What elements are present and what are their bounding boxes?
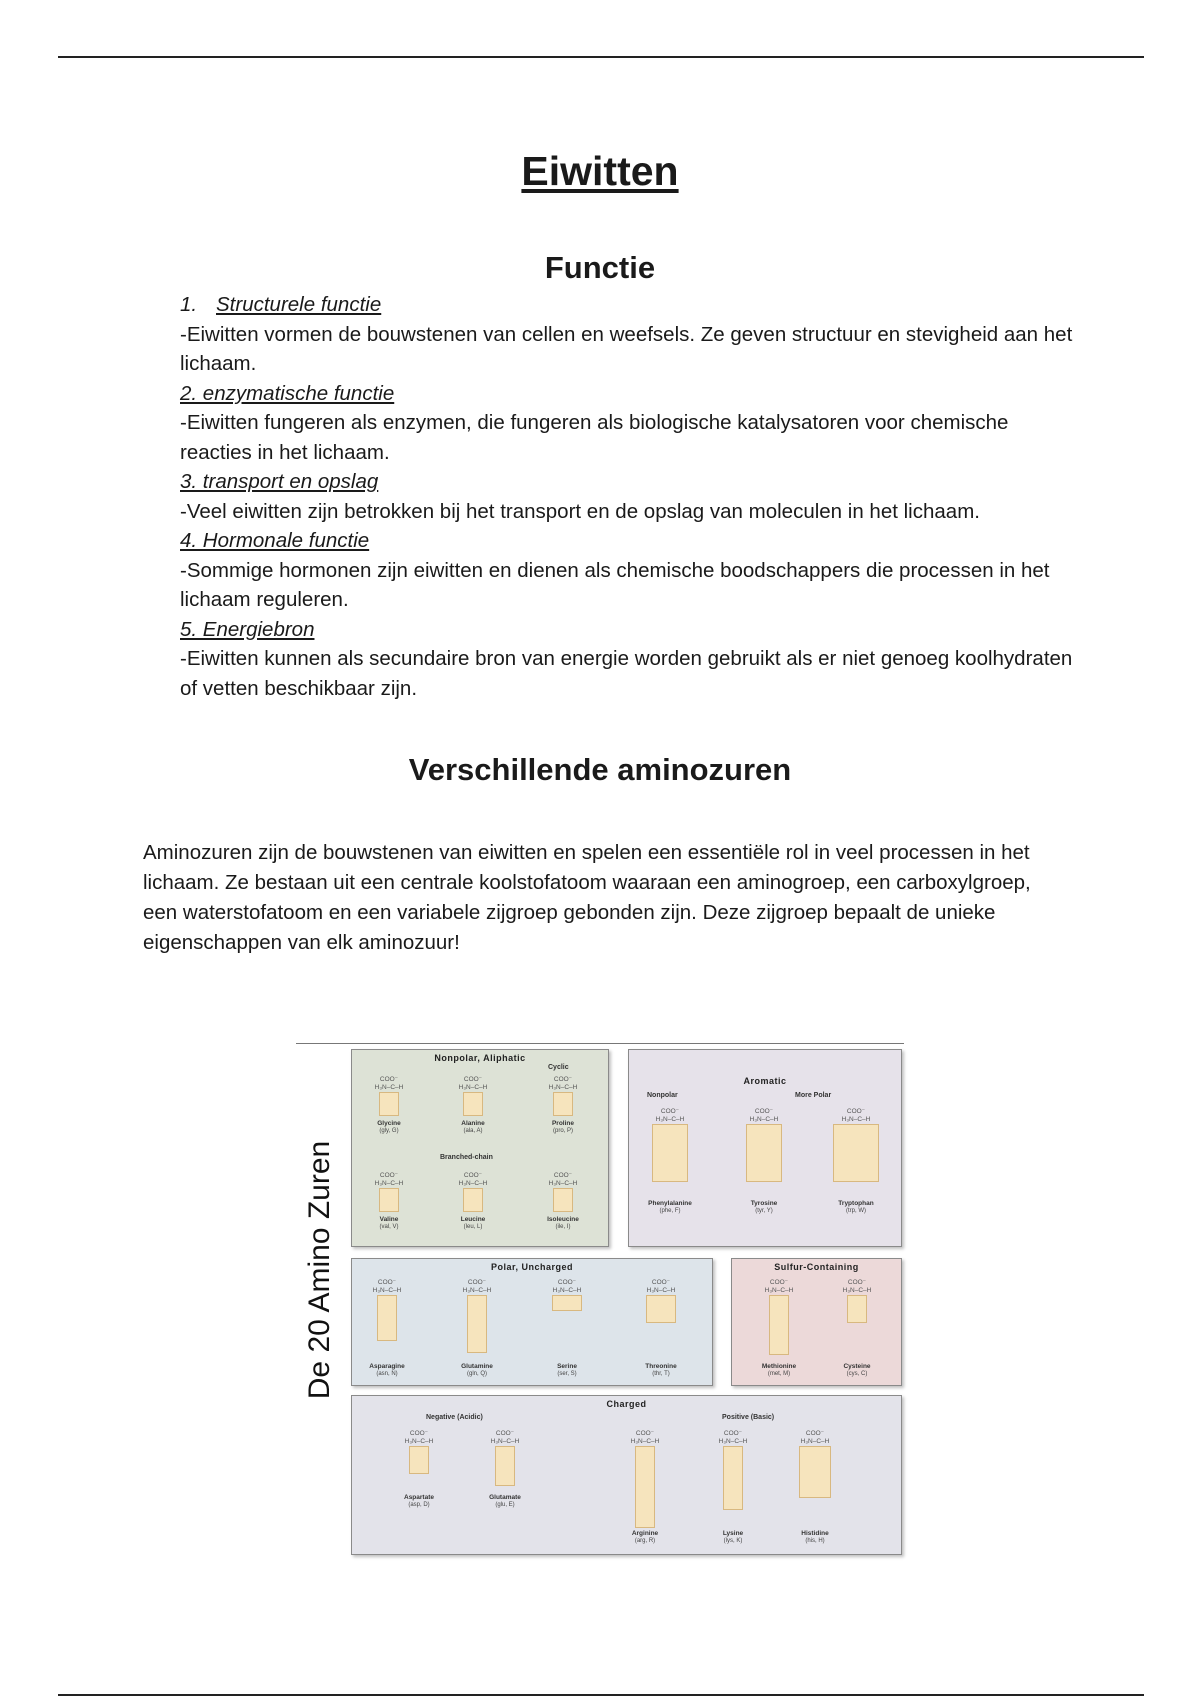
- amino-acid-name: Glycine: [377, 1120, 401, 1127]
- subheading-nonpolar: Nonpolar: [647, 1092, 678, 1099]
- panel-polar-uncharged: [351, 1258, 713, 1386]
- figure-side-label: De 20 Amino Zuren: [303, 1140, 336, 1400]
- panel-title: Nonpolar, Aliphatic: [434, 1053, 526, 1063]
- panel-charged: [351, 1395, 902, 1555]
- amino-acid-code: (arg, R): [634, 1538, 656, 1544]
- amino-acid-lysine: [702, 1426, 764, 1545]
- amino-acid-code: (asn, N): [376, 1371, 398, 1377]
- side-chain: [463, 1188, 483, 1212]
- panel-title: Polar, Uncharged: [490, 1262, 574, 1272]
- amino-acid-name: Glutamate: [489, 1494, 521, 1501]
- molecule-structure: [356, 1275, 418, 1363]
- amino-acid-name: Tyrosine: [750, 1200, 778, 1207]
- panel-title: Sulfur-Containing: [774, 1262, 859, 1272]
- amino-acid-arginine: [614, 1426, 676, 1545]
- panel-title: Charged: [606, 1399, 647, 1409]
- amino-acid-asparagine: [356, 1275, 418, 1378]
- molecule-structure: [532, 1168, 594, 1216]
- backbone: COO⁻ H₃N–C–H: [764, 1279, 794, 1294]
- amino-acid-glycine: [358, 1072, 420, 1135]
- amino-acid-name: Histidine: [801, 1530, 829, 1537]
- amino-acid-code: (phe, F): [659, 1208, 681, 1214]
- molecule-structure: [532, 1072, 594, 1120]
- function-text-5: -Eiwitten kunnen als secundaire bron van energie worden gebruikt als er niet genoeg koolhydraten of vetten beschikbaar zijn.: [180, 647, 1073, 700]
- function-heading-4: 4. Hormonale functie: [180, 529, 370, 552]
- side-chain: [723, 1446, 743, 1510]
- amino-acid-code: (ser, S): [557, 1371, 577, 1377]
- side-chain: [552, 1295, 582, 1311]
- amino-acid-code: (asp, D): [408, 1502, 430, 1508]
- amino-acid-aspartate: [388, 1426, 450, 1509]
- subheading-positive-basic: Positive (Basic): [722, 1414, 775, 1421]
- amino-acid-tyrosine: [733, 1104, 795, 1215]
- footer-rule: [58, 1694, 1144, 1696]
- aminozuren-intro: Aminozuren zijn de bouwstenen van eiwitten en spelen een essentiële rol in veel processen in het lichaam. Ze bestaan uit een centrale koolstofatoom waaraan een aminogroep, een carboxylgroep, een waterstofatoom en een variabele zijgroep gebonden zijn. Deze zijgroep bepaalt de unieke eigenschappen van elk aminozuur!: [143, 841, 1031, 954]
- side-chain: [799, 1446, 831, 1498]
- amino-acid-code: (lys, K): [723, 1538, 743, 1544]
- backbone: COO⁻ H₃N–C–H: [490, 1430, 520, 1445]
- amino-acid-name: Aspartate: [404, 1494, 434, 1501]
- amino-acid-code: (tyr, Y): [755, 1208, 773, 1214]
- amino-acid-name: Arginine: [631, 1530, 659, 1537]
- backbone: COO⁻ H₃N–C–H: [630, 1430, 660, 1445]
- backbone: COO⁻ H₃N–C–H: [374, 1076, 404, 1091]
- backbone: COO⁻ H₃N–C–H: [718, 1430, 748, 1445]
- side-chain: [746, 1124, 782, 1182]
- side-chain: [377, 1295, 397, 1341]
- backbone: COO⁻ H₃N–C–H: [374, 1172, 404, 1187]
- amino-acid-code: (met, M): [767, 1371, 791, 1377]
- molecule-structure: [825, 1104, 887, 1200]
- amino-acid-code: (his, H): [805, 1538, 825, 1544]
- backbone: COO⁻ H₃N–C–H: [458, 1076, 488, 1091]
- amino-acid-code: (gln, Q): [466, 1371, 487, 1377]
- molecule-structure: [826, 1275, 888, 1363]
- subheading-more-polar: More Polar: [795, 1092, 832, 1099]
- function-title-1: Structurele functie: [216, 293, 382, 316]
- amino-acid-name: Valine: [379, 1216, 399, 1223]
- side-chain: [409, 1446, 429, 1474]
- side-chain: [769, 1295, 789, 1355]
- amino-acid-name: Proline: [551, 1120, 575, 1127]
- amino-acid-code: (leu, L): [463, 1224, 483, 1230]
- molecule-structure: [702, 1426, 764, 1530]
- amino-acid-code: (gly, G): [379, 1128, 399, 1134]
- amino-acid-phenylalanine: [639, 1104, 701, 1215]
- amino-acid-valine: [358, 1168, 420, 1231]
- panel-sulfur-containing: [731, 1258, 902, 1386]
- amino-acid-name: Tryptophan: [838, 1200, 874, 1207]
- amino-acid-methionine: [748, 1275, 810, 1378]
- function-heading-3: 3. transport en opslag: [180, 470, 379, 493]
- amino-acid-isoleucine: [532, 1168, 594, 1231]
- molecule-structure: [733, 1104, 795, 1200]
- side-chain: [833, 1124, 879, 1182]
- molecule-structure: [358, 1168, 420, 1216]
- backbone: COO⁻ H₃N–C–H: [841, 1108, 871, 1123]
- function-heading-2: 2. enzymatische functie: [180, 381, 395, 405]
- amino-acid-code: (glu, E): [495, 1502, 515, 1508]
- side-chain: [379, 1188, 399, 1212]
- molecule-structure: [474, 1426, 536, 1494]
- molecule-structure: [748, 1275, 810, 1363]
- amino-acid-code: (ile, I): [555, 1224, 571, 1230]
- amino-acid-code: (thr, T): [652, 1371, 670, 1377]
- amino-acid-name: Phenylalanine: [648, 1200, 692, 1207]
- molecule-structure: [446, 1275, 508, 1363]
- backbone: COO⁻ H₃N–C–H: [646, 1279, 676, 1294]
- amino-acid-name: Lysine: [722, 1530, 744, 1537]
- amino-acid-name: Glutamine: [461, 1363, 493, 1370]
- backbone: COO⁻ H₃N–C–H: [458, 1172, 488, 1187]
- backbone: COO⁻ H₃N–C–H: [548, 1076, 578, 1091]
- amino-acid-threonine: [630, 1275, 692, 1378]
- side-chain: [652, 1124, 688, 1182]
- amino-acid-name: Isoleucine: [547, 1216, 579, 1223]
- amino-acid-leucine: [442, 1168, 504, 1231]
- function-text-1: -Eiwitten vormen de bouwstenen van cellen en weefsels. Ze geven structuur en stevigheid aan het lichaam.: [180, 322, 1073, 375]
- amino-acid-name: Methionine: [761, 1363, 797, 1370]
- subheading-cyclic: Cyclic: [548, 1064, 569, 1071]
- function-text-4: -Sommige hormonen zijn eiwitten en dienen als chemische boodschappers die processen in het lichaam reguleren.: [180, 558, 1050, 611]
- amino-acid-code: (cys, C): [846, 1371, 868, 1377]
- backbone: COO⁻ H₃N–C–H: [548, 1172, 578, 1187]
- amino-acid-histidine: [784, 1426, 846, 1545]
- panel-aromatic: [628, 1049, 902, 1247]
- section-heading-functie: Functie: [544, 250, 656, 285]
- amino-acid-name: Alanine: [461, 1120, 485, 1127]
- header-rule: [58, 56, 1144, 58]
- panel-nonpolar-aliphatic: [351, 1049, 609, 1247]
- side-chain: [635, 1446, 655, 1528]
- subheading-branched-chain: Branched-chain: [440, 1154, 493, 1161]
- backbone: COO⁻ H₃N–C–H: [462, 1279, 492, 1294]
- section-heading-aminozuren: Verschillende aminozuren: [408, 752, 792, 787]
- molecule-structure: [784, 1426, 846, 1530]
- molecule-structure: [630, 1275, 692, 1363]
- molecule-structure: [442, 1168, 504, 1216]
- function-text-2: -Eiwitten fungeren als enzymen, die fungeren als biologische katalysatoren voor chemische reacties in het lichaam.: [180, 411, 1009, 464]
- amino-acid-alanine: [442, 1072, 504, 1135]
- amino-acid-name: Asparagine: [369, 1363, 405, 1370]
- amino-acid-tryptophan: [825, 1104, 887, 1215]
- molecule-structure: [614, 1426, 676, 1530]
- function-list: [180, 290, 1080, 703]
- side-chain: [463, 1092, 483, 1116]
- backbone: COO⁻ H₃N–C–H: [842, 1279, 872, 1294]
- amino-acid-code: (ala, A): [463, 1128, 483, 1134]
- amino-acid-serine: [536, 1275, 598, 1378]
- side-chain: [495, 1446, 515, 1486]
- backbone: COO⁻ H₃N–C–H: [749, 1108, 779, 1123]
- subheading-negative-acidic: Negative (Acidic): [426, 1414, 483, 1421]
- amino-acid-code: (trp, W): [846, 1208, 866, 1214]
- page-title: Eiwitten: [521, 148, 679, 194]
- backbone: COO⁻ H₃N–C–H: [372, 1279, 402, 1294]
- function-text-3: -Veel eiwitten zijn betrokken bij het transport en de opslag van moleculen in het lichaam.: [180, 499, 980, 523]
- molecule-structure: [358, 1072, 420, 1120]
- amino-acid-proline: [532, 1072, 594, 1135]
- panel-title: Aromatic: [743, 1076, 787, 1086]
- side-chain: [847, 1295, 867, 1323]
- molecule-structure: [388, 1426, 450, 1494]
- backbone: COO⁻ H₃N–C–H: [800, 1430, 830, 1445]
- molecule-structure: [639, 1104, 701, 1200]
- amino-acid-name: Leucine: [460, 1216, 486, 1223]
- side-chain: [553, 1188, 573, 1212]
- side-chain: [379, 1092, 399, 1116]
- figure-top-rule: [296, 1043, 904, 1044]
- side-chain: [646, 1295, 676, 1323]
- amino-acid-glutamate: [474, 1426, 536, 1509]
- amino-acid-name: Cysteine: [843, 1363, 871, 1370]
- amino-acid-code: (val, V): [379, 1224, 399, 1230]
- function-number-1: 1.: [180, 293, 198, 316]
- function-heading-1: [180, 290, 1080, 320]
- side-chain: [467, 1295, 487, 1353]
- amino-acid-glutamine: [446, 1275, 508, 1378]
- amino-acid-name: Serine: [557, 1363, 577, 1370]
- backbone: COO⁻ H₃N–C–H: [655, 1108, 685, 1123]
- amino-acid-cysteine: [826, 1275, 888, 1378]
- amino-acid-code: (pro, P): [552, 1128, 573, 1134]
- molecule-structure: [442, 1072, 504, 1120]
- backbone: COO⁻ H₃N–C–H: [404, 1430, 434, 1445]
- function-heading-5: 5. Energiebron: [180, 617, 315, 641]
- side-chain: [553, 1092, 573, 1116]
- amino-acid-name: Threonine: [645, 1363, 677, 1370]
- backbone: COO⁻ H₃N–C–H: [552, 1279, 582, 1294]
- molecule-structure: [536, 1275, 598, 1363]
